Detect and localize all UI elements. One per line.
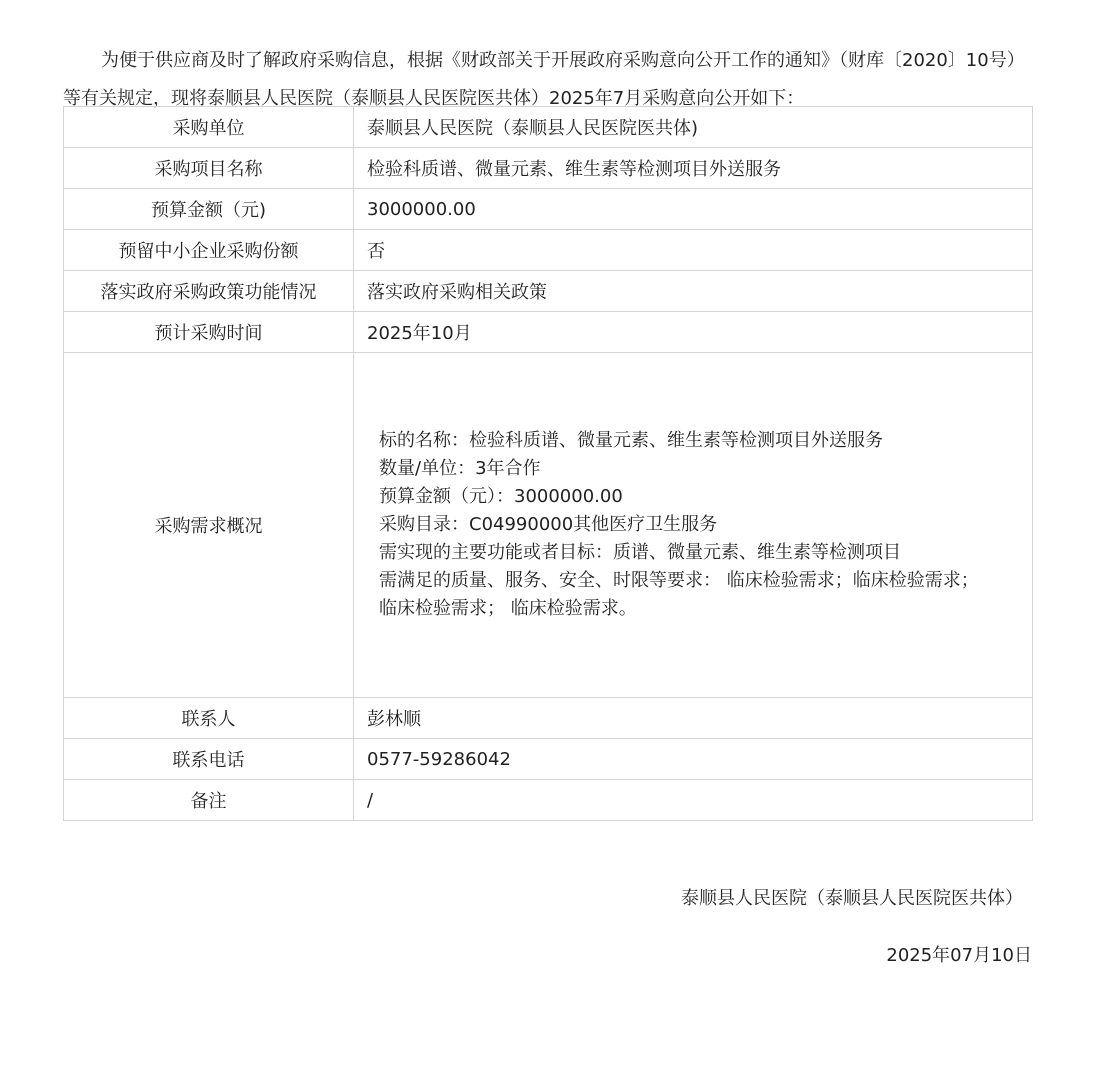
row-value: 2025年10月 — [354, 312, 1033, 353]
table-row — [64, 739, 1033, 780]
row-label: 预留中小企业采购份额 — [64, 230, 354, 271]
requirement-line: 需实现的主要功能或者目标：质谱、微量元素、维生素等检测项目 — [379, 542, 901, 563]
row-value: 0577-59286042 — [354, 739, 1033, 780]
table-row — [64, 271, 1033, 312]
row-label: 采购单位 — [64, 107, 354, 148]
table-row — [64, 230, 1033, 271]
requirements-row — [64, 353, 1033, 698]
row-value: 彭林顺 — [354, 698, 1033, 739]
intro-paragraph: 为便于供应商及时了解政府采购信息，根据《财政部关于开展政府采购意向公开工作的通知》（财库〔2020〕10号）等有关规定，现将泰顺县人民医院（泰顺县人民医院医共体）2025年7月采购意向公开如下： — [63, 50, 1025, 109]
requirement-line: 需满足的质量、服务、安全、时限等要求： 临床检验需求；临床检验需求； 临床检验需求； 临床检验需求。 — [379, 570, 979, 619]
table-row — [64, 148, 1033, 189]
requirements-label: 采购需求概况 — [64, 353, 354, 698]
row-label: 落实政府采购政策功能情况 — [64, 271, 354, 312]
requirement-line: 数量/单位：3年合作 — [379, 458, 541, 479]
requirement-line: 标的名称：检验科质谱、微量元素、维生素等检测项目外送服务 — [379, 430, 883, 451]
row-label: 预算金额（元) — [64, 189, 354, 230]
table-row — [64, 698, 1033, 739]
procurement-intent-table — [63, 106, 1033, 821]
row-value: 3000000.00 — [354, 189, 1033, 230]
requirement-line: 采购目录：C04990000其他医疗卫生服务 — [379, 514, 718, 535]
row-label: 预计采购时间 — [64, 312, 354, 353]
table-row — [64, 780, 1033, 821]
table-row — [64, 312, 1033, 353]
table-row — [64, 107, 1033, 148]
row-value: 否 — [354, 230, 1033, 271]
row-value: 泰顺县人民医院（泰顺县人民医院医共体) — [354, 107, 1033, 148]
requirement-line: 预算金额（元）：3000000.00 — [379, 486, 623, 507]
row-label: 备注 — [64, 780, 354, 821]
table-row — [64, 189, 1033, 230]
row-label: 联系人 — [64, 698, 354, 739]
row-value: / — [354, 780, 1033, 821]
footer-date: 2025年07月10日 — [886, 945, 1032, 966]
requirements-cell — [354, 353, 1033, 698]
row-label: 联系电话 — [64, 739, 354, 780]
row-value: 检验科质谱、微量元素、维生素等检测项目外送服务 — [354, 148, 1033, 189]
requirements-list — [367, 427, 1032, 623]
row-value: 落实政府采购相关政策 — [354, 271, 1033, 312]
footer-organization: 泰顺县人民医院（泰顺县人民医院医共体） — [681, 888, 1023, 909]
row-label: 采购项目名称 — [64, 148, 354, 189]
